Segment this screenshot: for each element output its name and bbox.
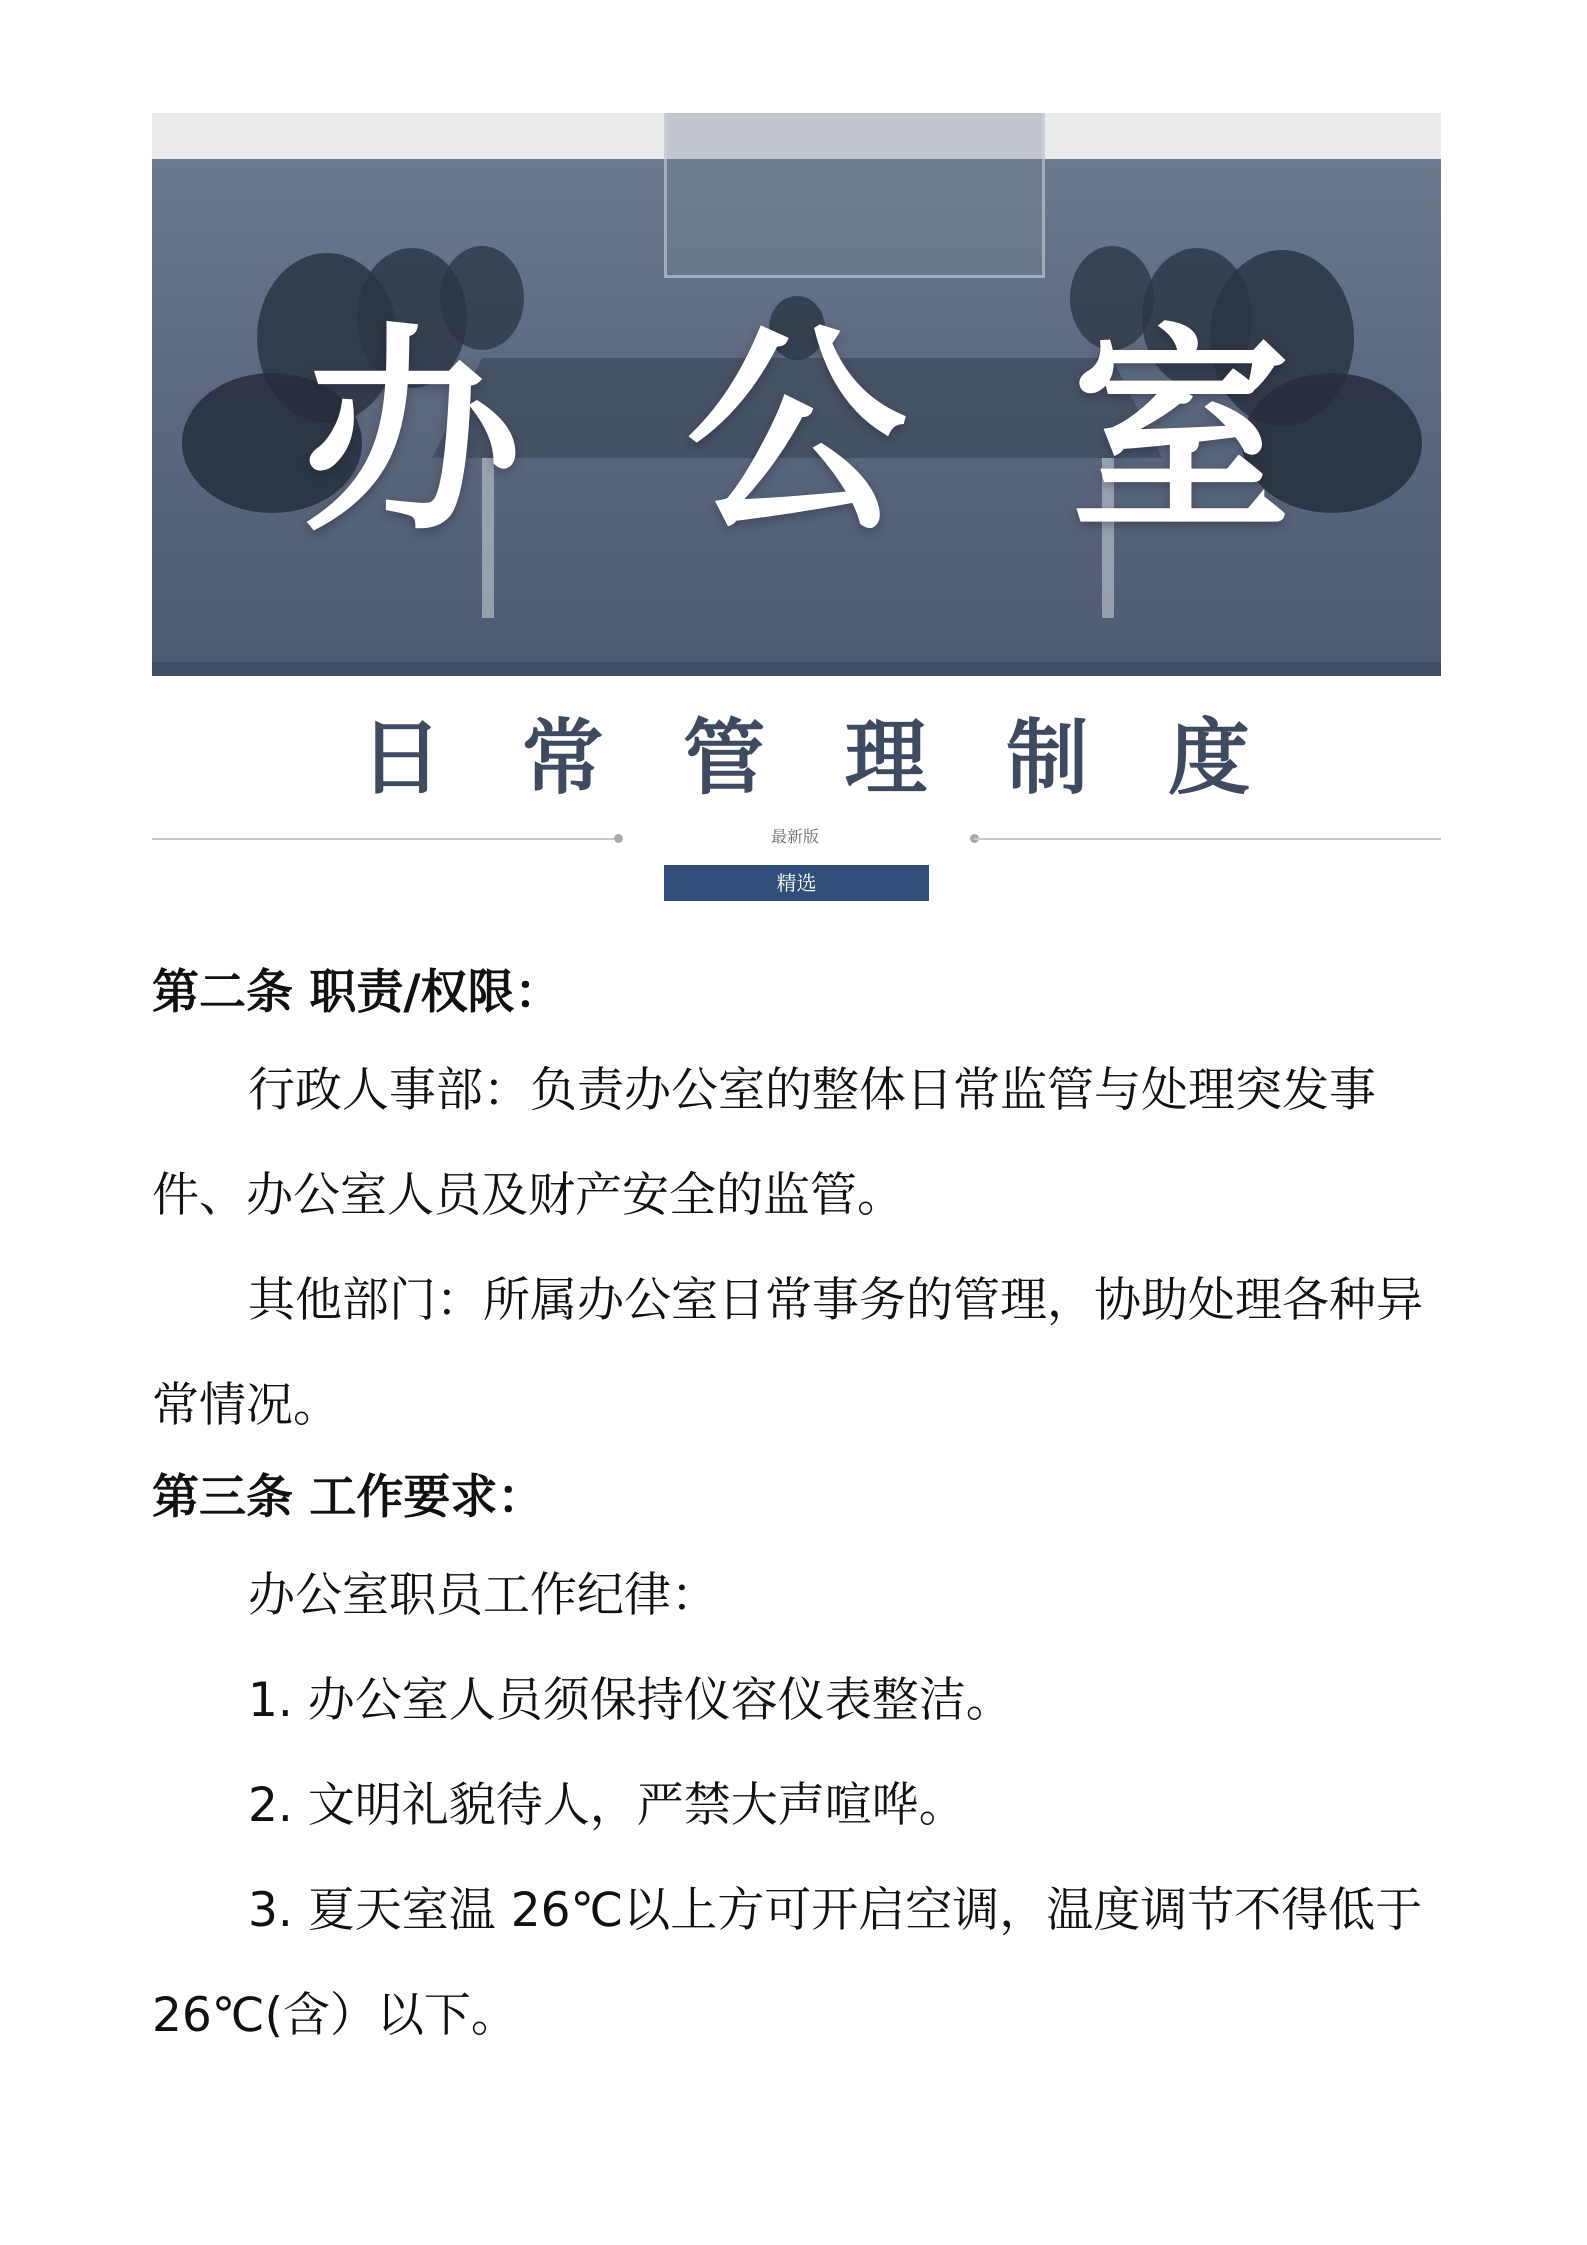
banner-title-char: 公 xyxy=(686,305,907,561)
list-item: 1. 办公室人员须保持仪容仪表整洁。 xyxy=(248,1673,1013,1728)
list-item: 2. 文明礼貌待人，严禁大声喧哗。 xyxy=(248,1778,966,1833)
subtitle-char: 度 xyxy=(1167,711,1250,806)
document-body xyxy=(152,958,1442,2068)
section-heading: 第二条 职责/权限： xyxy=(152,965,562,1020)
list-item: 3. 夏天室温 26℃以上方可开启空调，温度调节不得低于 26℃(含）以下。 xyxy=(152,1883,1423,2043)
featured-badge: 精选 xyxy=(664,865,929,901)
subtitle-char: 日 xyxy=(360,711,443,806)
subtitle-char: 管 xyxy=(683,711,766,806)
subtitle-char: 理 xyxy=(844,711,927,806)
document-subtitle xyxy=(360,711,1250,806)
section-heading: 第三条 工作要求： xyxy=(152,1470,545,1525)
edition-label: 最新版 xyxy=(770,827,819,846)
divider-left xyxy=(152,838,618,840)
divider-right xyxy=(974,838,1441,840)
banner-title xyxy=(152,305,1441,561)
divider-dot-left xyxy=(614,834,623,843)
subtitle-char: 制 xyxy=(1006,711,1089,806)
banner-bottom-bar xyxy=(152,662,1441,676)
banner-title-char: 办 xyxy=(302,305,523,561)
paragraph: 其他部门：所属办公室日常事务的管理，协助处理各种异常情况。 xyxy=(152,1273,1423,1433)
banner-title-char: 室 xyxy=(1070,305,1291,561)
cover-banner xyxy=(152,113,1441,676)
subtitle-char: 常 xyxy=(521,711,604,806)
paragraph: 行政人事部：负责办公室的整体日常监管与处理突发事件、办公室人员及财产安全的监管。 xyxy=(152,1063,1376,1223)
paragraph: 办公室职员工作纪律： xyxy=(248,1568,718,1623)
